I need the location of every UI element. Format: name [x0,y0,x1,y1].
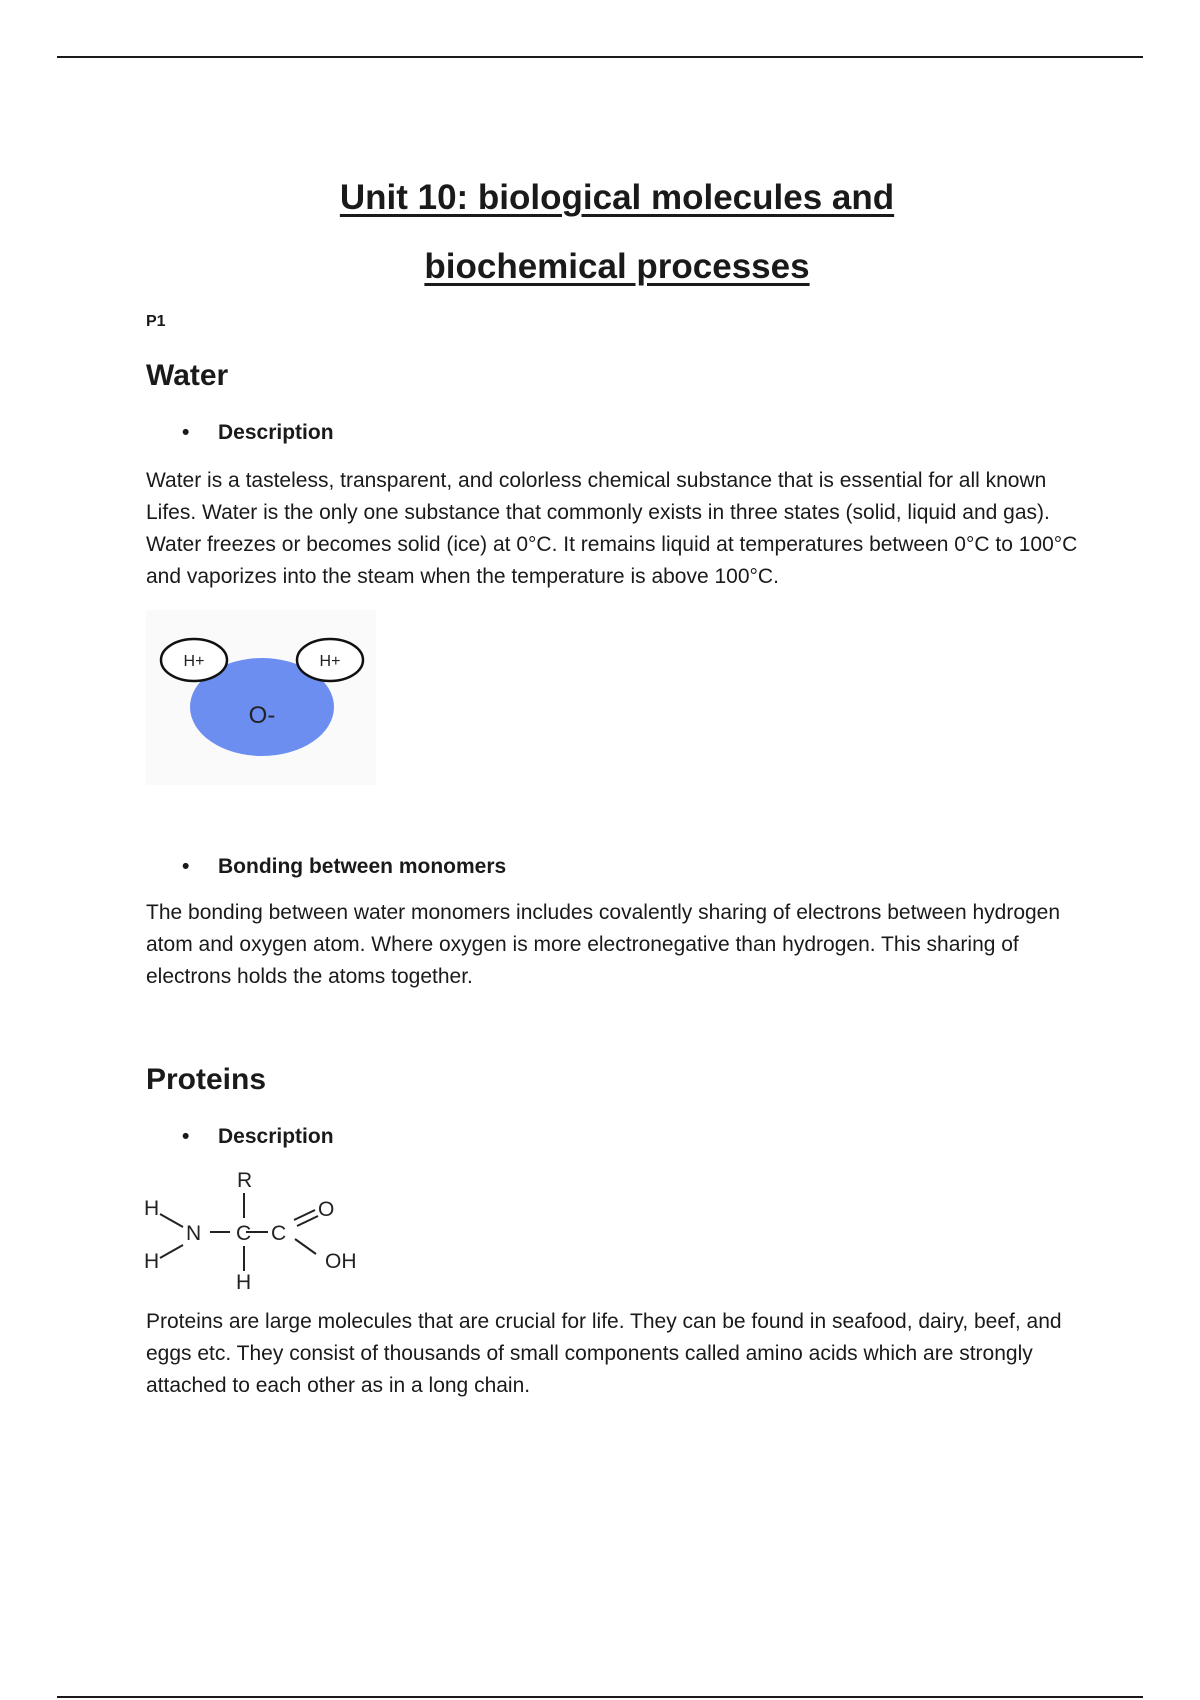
water-molecule-diagram [146,610,376,785]
bullet-dot-icon: • [182,421,190,444]
document-title-line1: Unit 10: biological molecules and [339,178,895,217]
bullet-dot-icon: • [182,855,190,878]
alpha-hydrogen-label: H [236,1271,252,1294]
water-bonding-bullet [182,854,506,880]
r-group-label: R [237,1169,253,1192]
oxygen-label: O- [248,702,276,729]
criterion-label: P1 [146,313,166,330]
water-description-label: Description [218,421,334,444]
proteins-description-label: Description [218,1125,334,1148]
nitrogen-label: N [186,1222,202,1245]
h-bottom-label: H [144,1250,160,1273]
amino-acid-structure-diagram [140,1165,370,1295]
footer-rule [57,1696,1143,1698]
water-heading: Water [146,359,229,392]
water-bonding-label: Bonding between monomers [218,855,507,878]
document-title-line2: biochemical processes [424,247,810,286]
proteins-description-text: Proteins are large molecules that are crucial for life. They can be found in seafood, dairy, beef, and eggs etc. They consist of thousands of small components called amino acids which are strongly attached to each other as in a long chain. [146,1310,1062,1397]
proteins-description-bullet [182,1124,334,1150]
carboxyl-carbon-label: C [271,1222,287,1245]
water-description-bullet [182,420,334,446]
hydrogen-right-label: H+ [319,653,341,670]
alpha-carbon-label: C [236,1222,252,1245]
hydroxyl-label: OH [325,1250,357,1273]
bullet-dot-icon: • [182,1125,190,1148]
header-rule [57,56,1143,58]
water-description-text: Water is a tasteless, transparent, and colorless chemical substance that is essential for all known Lifes. Water is the only one substance that commonly exists in three states (solid, liquid and gas). Water freezes or becomes solid (ice) at 0°C. It remains liquid at temperatures between 0°C to 100°C and vaporizes into the steam when the temperature is above 100°C. [146,469,1078,588]
hydrogen-left-label: H+ [183,653,205,670]
water-bonding-text: The bonding between water monomers includes covalently sharing of electrons between hydrogen atom and oxygen atom. Where oxygen is more electronegative than hydrogen. This sharing of electrons holds the atoms together. [146,901,1061,988]
proteins-heading: Proteins [146,1063,267,1096]
carbonyl-oxygen-label: O [318,1198,335,1221]
h-top-label: H [144,1197,160,1220]
